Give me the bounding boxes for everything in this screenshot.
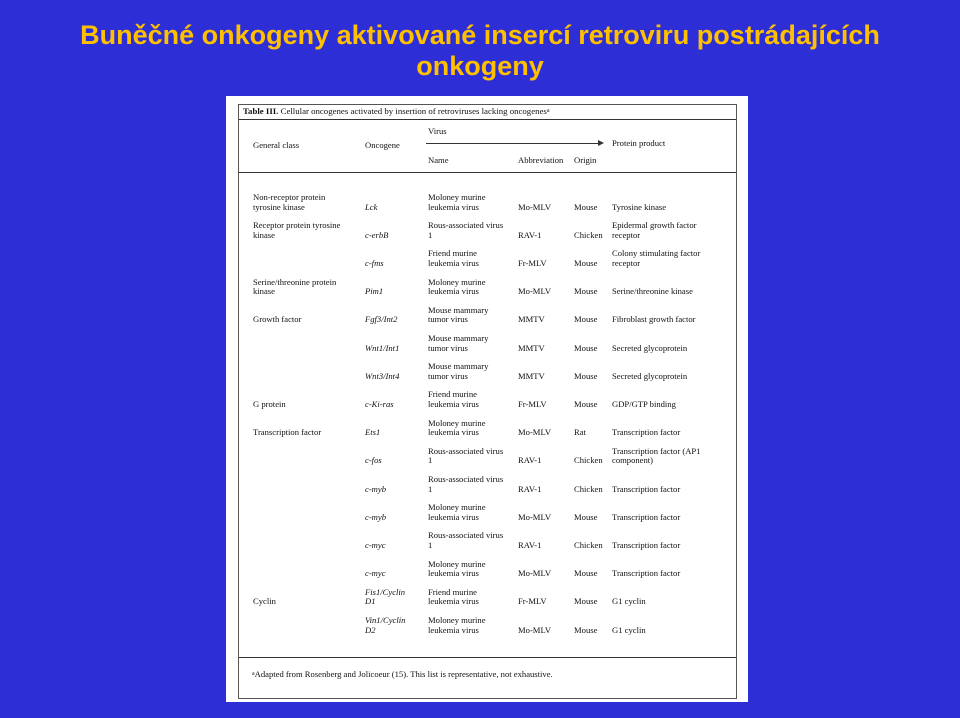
virus-name-cell: Mouse mammary tumor virus	[428, 333, 489, 353]
virus-name-cell: Rous-associated virus 1	[428, 474, 504, 494]
oncogene-cell: c-myb	[365, 483, 386, 494]
table-caption	[243, 107, 550, 117]
origin-cell: Mouse	[574, 201, 598, 212]
origin-cell: Chicken	[574, 455, 603, 466]
general-class-cell: Cyclin	[253, 596, 276, 607]
abbreviation-cell: Fr-MLV	[518, 398, 547, 409]
bottom-rule	[239, 657, 736, 658]
slide-title-line1: Buněčné onkogeny aktivované insercí retroviru postrádajících	[80, 20, 880, 50]
virus-name-cell: Rous-associated virus 1	[428, 445, 504, 466]
protein-product-cell: Transcription factor (AP1 component)	[612, 445, 701, 466]
virus-name-cell: Mouse mammary tumor virus	[428, 304, 489, 325]
virus-name-cell: Moloney murine leukemia virus	[428, 192, 486, 212]
virus-name-cell: Moloney murine leukemia virus	[428, 417, 486, 438]
protein-product-cell: Colony stimulating factor receptor	[612, 248, 701, 268]
origin-cell: Mouse	[574, 624, 598, 635]
protein-product-cell: Secreted glycoprotein	[612, 342, 688, 353]
virus-name-cell: Rous-associated virus 1	[428, 530, 504, 550]
abbreviation-cell: Mo-MLV	[518, 568, 552, 579]
protein-product-cell: Transcription factor	[612, 568, 681, 579]
oncogene-cell: c-fos	[365, 455, 382, 466]
abbreviation-cell: MMTV	[518, 370, 545, 381]
protein-product-cell: Secreted glycoprotein	[612, 370, 688, 381]
virus-name-cell: Moloney murine leukemia virus	[428, 558, 486, 579]
header-abbreviation: Abbreviation	[518, 155, 564, 165]
abbreviation-cell: Fr-MLV	[518, 596, 547, 607]
oncogene-cell: c-myc	[365, 568, 386, 579]
virus-name-cell: Friend murine leukemia virus	[428, 248, 479, 268]
table-caption-text: Cellular oncogenes activated by insertion of retroviruses lacking oncogenes	[278, 106, 547, 116]
protein-product-cell: Transcription factor	[612, 427, 681, 438]
virus-name-cell: Rous-associated virus 1	[428, 220, 504, 240]
oncogene-cell: c-myb	[365, 511, 386, 522]
table-footnote	[252, 670, 553, 680]
oncogene-cell: Vin1/Cyclin D2	[365, 615, 406, 635]
protein-product-cell: Fibroblast growth factor	[612, 314, 696, 325]
general-class-cell: Transcription factor	[253, 427, 322, 438]
header-origin: Origin	[574, 155, 597, 165]
header-virus: Virus	[428, 126, 447, 136]
origin-cell: Mouse	[574, 286, 598, 297]
virus-name-cell: Moloney murine leukemia virus	[428, 615, 486, 635]
origin-cell: Chicken	[574, 229, 603, 240]
general-class-cell: Serine/threonine protein kinase	[253, 276, 337, 297]
virus-span-rule	[426, 143, 602, 144]
virus-span-arrow	[598, 140, 604, 146]
origin-cell: Chicken	[574, 539, 603, 550]
oncogene-cell: Wnt3/Int4	[365, 370, 400, 381]
origin-cell: Mouse	[574, 568, 598, 579]
protein-product-cell: Tyrosine kinase	[612, 201, 667, 212]
origin-cell: Mouse	[574, 257, 598, 268]
general-class-cell: G protein	[253, 398, 286, 409]
header-general-class: General class	[253, 140, 300, 150]
oncogene-cell: Ets1	[365, 427, 381, 438]
protein-product-cell: Transcription factor	[612, 511, 681, 522]
general-class-cell: Receptor protein tyrosine kinase	[253, 220, 341, 240]
abbreviation-cell: MMTV	[518, 342, 545, 353]
general-class-cell: Growth factor	[253, 314, 302, 325]
abbreviation-cell: Mo-MLV	[518, 286, 552, 297]
table-caption-sup: a	[546, 108, 550, 114]
virus-name-cell: Moloney murine leukemia virus	[428, 276, 486, 297]
oncogene-cell: Fis1/Cyclin D1	[365, 586, 406, 607]
footnote-text: Adapted from Rosenberg and Jolicoeur (15). This list is representative, not exhaustive.	[254, 669, 553, 679]
oncogene-cell: c-fms	[365, 257, 384, 268]
table-caption-label: Table III.	[243, 106, 279, 116]
oncogene-cell: c-erbB	[365, 229, 389, 240]
abbreviation-cell: Mo-MLV	[518, 624, 552, 635]
abbreviation-cell: RAV-1	[518, 539, 542, 550]
abbreviation-cell: RAV-1	[518, 455, 542, 466]
oncogene-cell: Wnt1/Int1	[365, 342, 400, 353]
virus-name-cell: Friend murine leukemia virus	[428, 586, 479, 607]
origin-cell: Mouse	[574, 370, 598, 381]
oncogene-cell: c-myc	[365, 539, 386, 550]
header-protein-product: Protein product	[612, 138, 666, 148]
protein-product-cell: G1 cyclin	[612, 624, 646, 635]
origin-cell: Mouse	[574, 596, 598, 607]
oncogene-cell: Fgf3/Int2	[365, 314, 398, 325]
origin-cell: Chicken	[574, 483, 603, 494]
footnote-sup: a	[252, 671, 255, 677]
abbreviation-cell: Fr-MLV	[518, 257, 547, 268]
protein-product-cell: Epidermal growth factor receptor	[612, 220, 697, 240]
origin-cell: Mouse	[574, 342, 598, 353]
header-name: Name	[428, 155, 449, 165]
abbreviation-cell: RAV-1	[518, 229, 542, 240]
oncogene-cell: c-Ki-ras	[365, 398, 394, 409]
abbreviation-cell: Mo-MLV	[518, 427, 552, 438]
origin-cell: Mouse	[574, 314, 598, 325]
origin-cell: Mouse	[574, 511, 598, 522]
oncogene-cell: Lck	[365, 201, 378, 212]
abbreviation-cell: MMTV	[518, 314, 545, 325]
header-oncogene: Oncogene	[365, 140, 400, 150]
virus-name-cell: Friend murine leukemia virus	[428, 389, 479, 409]
protein-product-cell: G1 cyclin	[612, 596, 646, 607]
protein-product-cell: Transcription factor	[612, 539, 681, 550]
protein-product-cell: GDP/GTP binding	[612, 398, 676, 409]
origin-cell: Rat	[574, 427, 586, 438]
general-class-cell: Non-receptor protein tyrosine kinase	[253, 192, 326, 212]
virus-name-cell: Moloney murine leukemia virus	[428, 502, 486, 522]
abbreviation-cell: Mo-MLV	[518, 511, 552, 522]
top-rule	[239, 119, 736, 120]
scanned-table-image	[226, 96, 748, 702]
origin-cell: Mouse	[574, 398, 598, 409]
table-frame	[238, 104, 737, 699]
abbreviation-cell: RAV-1	[518, 483, 542, 494]
slide-title-line2: onkogeny	[416, 51, 544, 81]
slide-title	[0, 20, 960, 82]
virus-name-cell: Mouse mammary tumor virus	[428, 361, 489, 381]
protein-product-cell: Transcription factor	[612, 483, 681, 494]
protein-product-cell: Serine/threonine kinase	[612, 286, 693, 297]
abbreviation-cell: Mo-MLV	[518, 201, 552, 212]
header-rule	[239, 172, 736, 173]
oncogene-cell: Pim1	[365, 286, 384, 297]
